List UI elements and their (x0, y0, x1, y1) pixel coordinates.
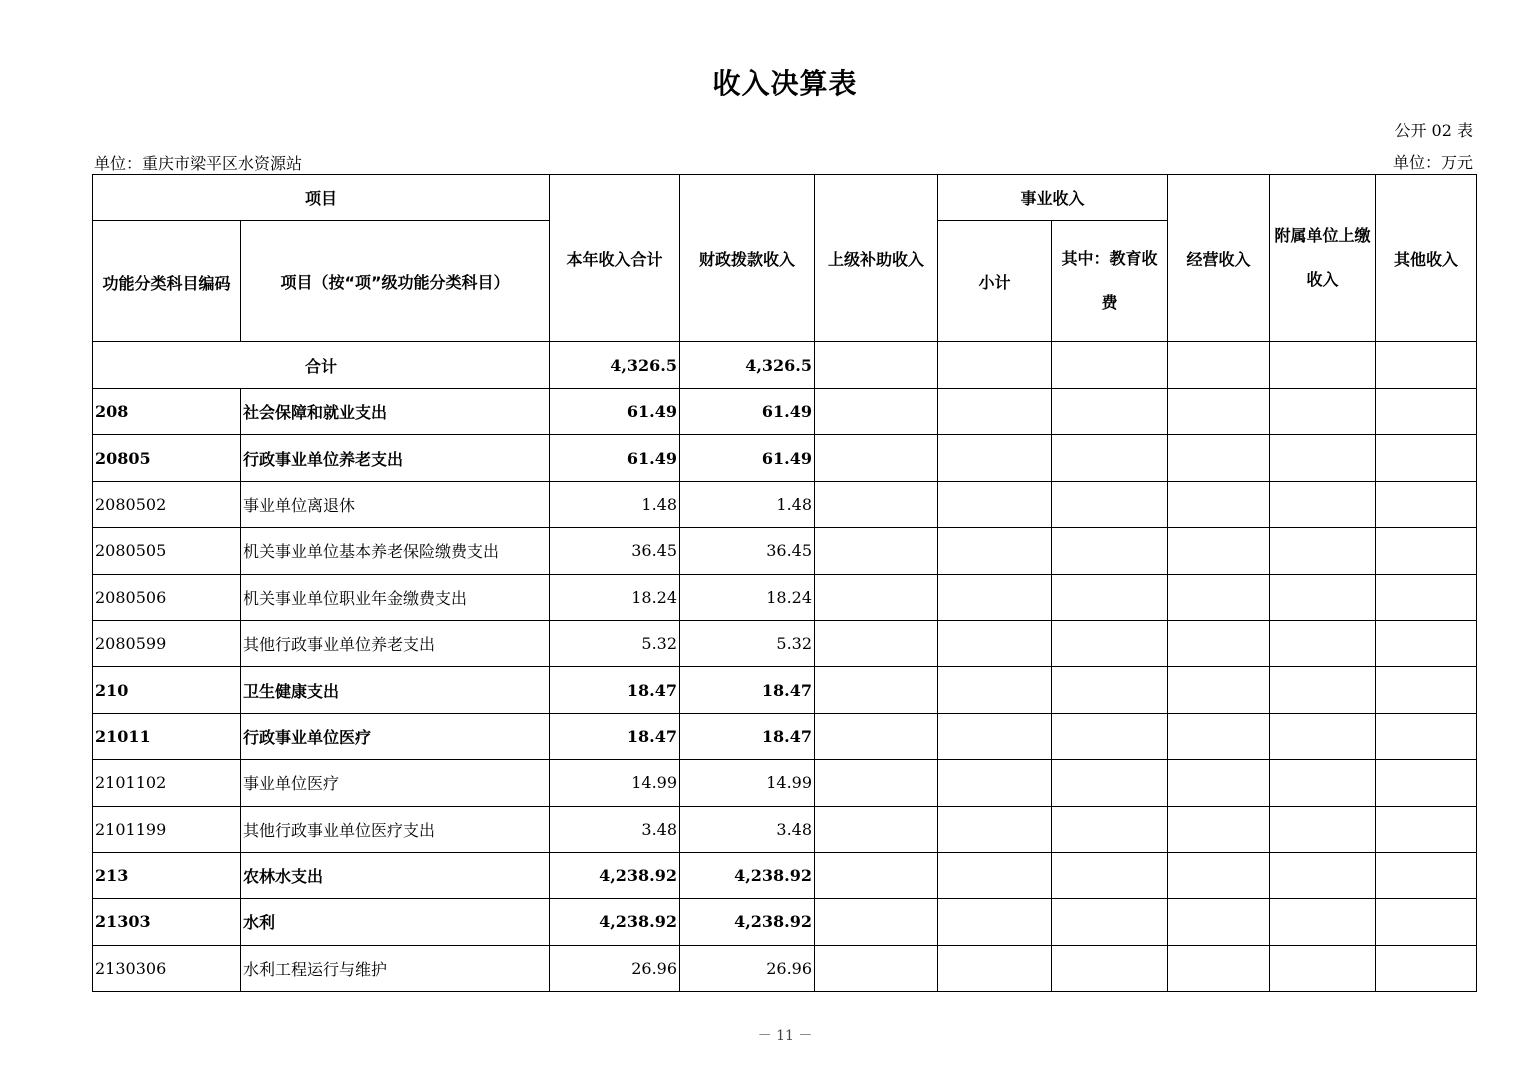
empty-cell (815, 760, 938, 806)
header-code: 功能分类科目编码 (93, 221, 241, 342)
empty-cell (1168, 620, 1270, 666)
empty-cell (938, 481, 1052, 527)
empty-cell (815, 528, 938, 574)
empty-cell (1052, 899, 1168, 945)
row-code: 213 (93, 852, 241, 898)
empty-cell (1376, 574, 1477, 620)
row-fiscal: 14.99 (680, 760, 815, 806)
income-table (92, 174, 1477, 992)
empty-cell (815, 667, 938, 713)
empty-cell (938, 852, 1052, 898)
empty-cell (1168, 806, 1270, 852)
empty-cell (1376, 945, 1477, 991)
table-row (93, 945, 1477, 991)
row-name: 其他行政事业单位养老支出 (241, 620, 550, 666)
table-row (93, 899, 1477, 945)
row-code: 208 (93, 389, 241, 435)
page-number: － 11 － (757, 1028, 813, 1044)
header-business-group: 事业收入 (938, 175, 1168, 221)
row-code: 2080599 (93, 620, 241, 666)
header-subtotal: 小计 (938, 221, 1052, 342)
empty-cell (1052, 806, 1168, 852)
empty-cell (1052, 945, 1168, 991)
empty-cell (1270, 389, 1376, 435)
row-name: 机关事业单位基本养老保险缴费支出 (241, 528, 550, 574)
row-name: 行政事业单位养老支出 (241, 435, 550, 481)
row-name: 农林水支出 (241, 852, 550, 898)
row-fiscal: 18.24 (680, 574, 815, 620)
row-code: 210 (93, 667, 241, 713)
empty-cell (1270, 435, 1376, 481)
row-total: 14.99 (550, 760, 680, 806)
row-fiscal: 61.49 (680, 435, 815, 481)
row-name: 事业单位离退休 (241, 481, 550, 527)
empty-cell (1376, 435, 1477, 481)
empty-cell (815, 435, 938, 481)
table-row (93, 435, 1477, 481)
empty-cell (1052, 528, 1168, 574)
empty-cell (1052, 574, 1168, 620)
header-operating: 经营收入 (1168, 175, 1270, 342)
empty-cell (938, 899, 1052, 945)
empty-cell (1376, 806, 1477, 852)
empty-cell (1376, 667, 1477, 713)
header-total: 本年收入合计 (550, 175, 680, 342)
row-code: 2080505 (93, 528, 241, 574)
empty-cell (1168, 713, 1270, 759)
row-code: 2080502 (93, 481, 241, 527)
table-row (93, 481, 1477, 527)
empty-cell (1168, 389, 1270, 435)
row-code: 2101102 (93, 760, 241, 806)
row-total: 18.24 (550, 574, 680, 620)
empty-cell (1052, 620, 1168, 666)
row-fiscal: 26.96 (680, 945, 815, 991)
empty-cell (1052, 852, 1168, 898)
empty-cell (938, 389, 1052, 435)
empty-cell (938, 945, 1052, 991)
empty-cell (1168, 528, 1270, 574)
header-other: 其他收入 (1376, 175, 1477, 342)
empty-cell (1270, 528, 1376, 574)
table-row (93, 389, 1477, 435)
header-superior: 上级补助收入 (815, 175, 938, 342)
empty-cell (1376, 852, 1477, 898)
form-number: 公开 02 表 (1394, 121, 1473, 140)
empty-cell (1270, 667, 1376, 713)
row-total: 26.96 (550, 945, 680, 991)
empty-cell (938, 667, 1052, 713)
row-total: 18.47 (550, 667, 680, 713)
empty-cell (1270, 945, 1376, 991)
row-name: 社会保障和就业支出 (241, 389, 550, 435)
empty-cell (938, 574, 1052, 620)
header-project-group: 项目 (93, 175, 550, 221)
empty-cell (1052, 667, 1168, 713)
empty-cell (1270, 760, 1376, 806)
table-row (93, 528, 1477, 574)
row-total: 1.48 (550, 481, 680, 527)
row-name: 事业单位医疗 (241, 760, 550, 806)
empty-cell (1168, 945, 1270, 991)
empty-cell (1270, 899, 1376, 945)
row-total: 3.48 (550, 806, 680, 852)
header-fiscal: 财政拨款收入 (680, 175, 815, 342)
organization-unit: 单位：重庆市梁平区水资源站 (94, 154, 303, 173)
empty-cell (938, 620, 1052, 666)
empty-cell (938, 528, 1052, 574)
row-fiscal: 4,238.92 (680, 899, 815, 945)
empty-cell (815, 945, 938, 991)
row-total: 36.45 (550, 528, 680, 574)
row-code: 20805 (93, 435, 241, 481)
row-fiscal: 61.49 (680, 389, 815, 435)
empty-cell (1052, 389, 1168, 435)
row-total: 5.32 (550, 620, 680, 666)
row-fiscal: 4,238.92 (680, 852, 815, 898)
table-row (93, 667, 1477, 713)
empty-cell (938, 435, 1052, 481)
empty-cell (815, 620, 938, 666)
row-total: 4,238.92 (550, 899, 680, 945)
empty-cell (1270, 713, 1376, 759)
row-name: 其他行政事业单位医疗支出 (241, 806, 550, 852)
empty-cell (1168, 481, 1270, 527)
empty-cell (1376, 899, 1477, 945)
empty-cell (1376, 528, 1477, 574)
table-row (93, 806, 1477, 852)
row-code: 21303 (93, 899, 241, 945)
empty-cell (1376, 481, 1477, 527)
empty-cell (815, 899, 938, 945)
empty-cell (1168, 435, 1270, 481)
empty-cell (1270, 806, 1376, 852)
row-code: 2080506 (93, 574, 241, 620)
empty-cell (1270, 481, 1376, 527)
empty-cell (1168, 760, 1270, 806)
row-fiscal: 36.45 (680, 528, 815, 574)
row-fiscal: 18.47 (680, 667, 815, 713)
row-name: 水利工程运行与维护 (241, 945, 550, 991)
empty-cell (1052, 713, 1168, 759)
header-education: 其中：教育收费 (1052, 221, 1168, 342)
empty-cell (1168, 667, 1270, 713)
empty-cell (815, 713, 938, 759)
table-row (93, 574, 1477, 620)
empty-cell (1376, 389, 1477, 435)
empty-cell (1168, 574, 1270, 620)
row-total: 4,238.92 (550, 852, 680, 898)
empty-cell (938, 760, 1052, 806)
total-row-label: 合计 (93, 342, 550, 389)
row-name: 行政事业单位医疗 (241, 713, 550, 759)
row-fiscal: 3.48 (680, 806, 815, 852)
empty-cell (815, 481, 938, 527)
currency-unit: 单位：万元 (1392, 153, 1473, 172)
total-row-total: 4,326.5 (550, 342, 680, 389)
row-code: 2130306 (93, 945, 241, 991)
empty-cell (815, 574, 938, 620)
empty-cell (1376, 620, 1477, 666)
table-row (93, 713, 1477, 759)
row-name: 机关事业单位职业年金缴费支出 (241, 574, 550, 620)
total-row-fiscal: 4,326.5 (680, 342, 815, 389)
empty-cell (1270, 620, 1376, 666)
empty-cell (938, 806, 1052, 852)
empty-cell (1052, 435, 1168, 481)
row-code: 21011 (93, 713, 241, 759)
page-title: 收入决算表 (712, 67, 858, 100)
empty-cell (1168, 852, 1270, 898)
row-fiscal: 5.32 (680, 620, 815, 666)
empty-cell (1052, 760, 1168, 806)
row-code: 2101199 (93, 806, 241, 852)
empty-cell (1052, 481, 1168, 527)
row-total: 61.49 (550, 389, 680, 435)
empty-cell (1270, 852, 1376, 898)
row-total: 18.47 (550, 713, 680, 759)
empty-cell (815, 852, 938, 898)
table-row (93, 852, 1477, 898)
row-fiscal: 18.47 (680, 713, 815, 759)
header-affiliated: 附属单位上缴收入 (1270, 175, 1376, 342)
row-fiscal: 1.48 (680, 481, 815, 527)
empty-cell (1270, 574, 1376, 620)
row-name: 卫生健康支出 (241, 667, 550, 713)
table-row (93, 620, 1477, 666)
empty-cell (1168, 899, 1270, 945)
row-name: 水利 (241, 899, 550, 945)
table-row (93, 760, 1477, 806)
empty-cell (815, 389, 938, 435)
row-total: 61.49 (550, 435, 680, 481)
empty-cell (1376, 760, 1477, 806)
empty-cell (938, 713, 1052, 759)
empty-cell (1376, 713, 1477, 759)
header-name: 项目（按“项”级功能分类科目） (241, 221, 550, 342)
empty-cell (815, 806, 938, 852)
